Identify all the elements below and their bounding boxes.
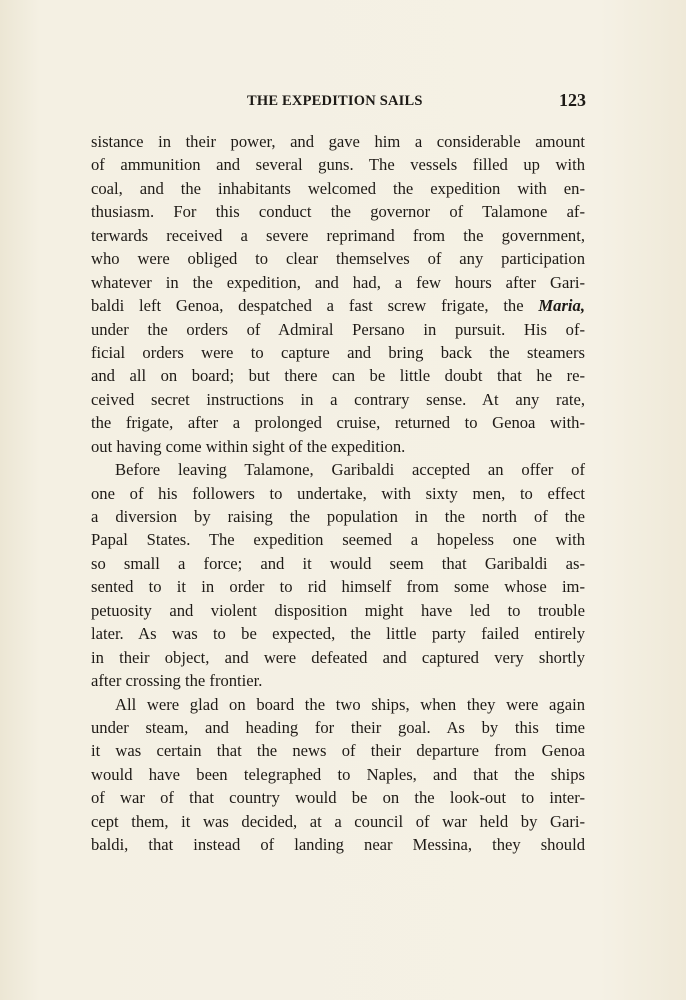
text-line: of war of that country would be on the look-out to inter- [91,788,585,808]
text-line: sented to it in order to rid himself from some whose im- [91,577,585,597]
text-line: sistance in their power, and gave him a considerable amount [91,132,585,151]
text-line: it was certain that the news of their departure from Genoa [91,741,585,761]
text-line: ficial orders were to capture and bring back the steamers [91,342,585,362]
text-line: ceived secret instructions in a contrary sense. At any rate, [91,389,585,409]
text-line: and all on board; but there can be little doubt that he re- [91,366,585,386]
text-line: baldi, that instead of landing near Messina, they should [91,835,585,855]
text-line: terwards received a severe reprimand from the government, [91,225,585,245]
text-line: so small a force; and it would seem that Garibaldi as- [91,553,585,573]
text-line: later. As was to be expected, the little party failed entirely [91,624,585,644]
text-line: out having come within sight of the expedition. [91,436,406,456]
text-line: one of his followers to undertake, with sixty men, to effect [91,483,585,503]
text-line: in their object, and were defeated and captured very shortly [91,647,585,667]
text-line: cept them, it was decided, at a council of war held by Gari- [91,811,585,831]
text-line: All were glad on board the two ships, when they were again [115,694,585,714]
text-line: the frigate, after a prolonged cruise, returned to Genoa with- [91,413,585,433]
text-line: thusiasm. For this conduct the governor of Talamone af- [91,202,585,222]
text-line: who were obliged to clear themselves of any participation [91,249,585,269]
text-line: after crossing the frontier. [91,671,263,691]
page-header [91,90,586,114]
text-line: whatever in the expedition, and had, a few hours after Gari- [91,272,585,292]
text-line: petuosity and violent disposition might have led to trouble [91,600,585,620]
text-fragment: baldi left Genoa, despatched a fast screw frigate, the [91,296,524,316]
page-number: 123 [559,90,586,110]
text-line [91,294,585,317]
text-line: Papal States. The expedition seemed a hopeless one with [91,530,585,550]
text-line: under steam, and heading for their goal. As by this time [91,717,585,737]
text-line: a diversion by raising the population in the north of the [91,507,585,526]
running-title: THE EXPEDITION SAILS [247,93,423,109]
text-line: under the orders of Admiral Persano in pursuit. His of- [91,319,585,339]
text-line: coal, and the inhabitants welcomed the expedition with en- [91,178,585,198]
body-text [91,130,585,857]
text-line: would have been telegraphed to Naples, and that the ships [91,764,585,784]
ship-name-italic: Maria, [538,296,585,316]
text-line: of ammunition and several guns. The vessels filled up with [91,155,585,175]
text-line: Before leaving Talamone, Garibaldi accepted an offer of [115,460,585,480]
